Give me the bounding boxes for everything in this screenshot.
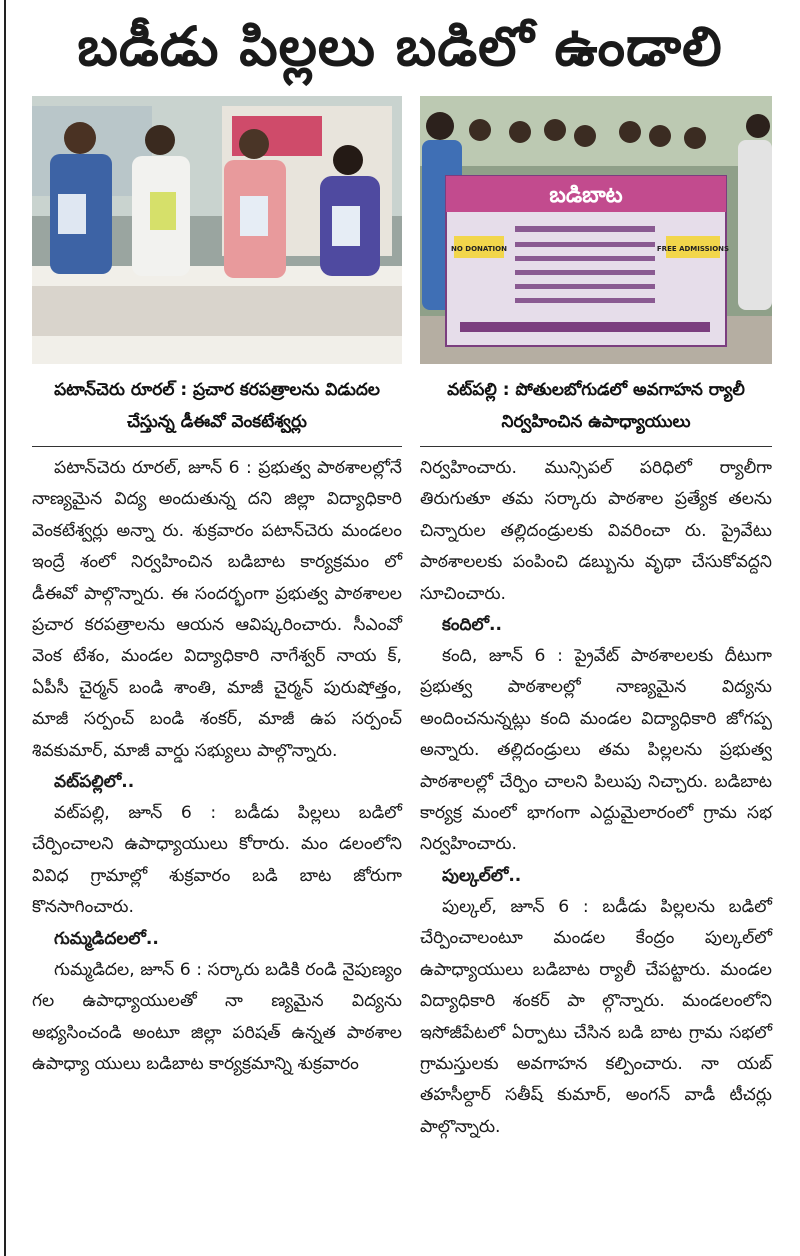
photo-left bbox=[32, 96, 402, 364]
caption-right-rule bbox=[420, 446, 772, 447]
caption-right: వట్‌పల్లి : పోతులబోగుడలో అవగాహన ర్యాలీ నిర్వహించిన ఉపాధ్యాయులు bbox=[447, 380, 745, 432]
article-paragraph: పటాన్‌చెరు రూరల్, జూన్ 6 : ప్రభుత్వ పాఠశాలల్లోనే నాణ్యమైన విద్య అందుతున్న దని జిల్లా విద్యాధికారి వెంకటేశ్వర్లు అన్నా రు. శుక్రవారం పటాన్‌చెరు మండలం ఇంద్రే శంలో నిర్వహించిన బడిబాట కార్యక్రమం లో డీఈవో పాల్గొన్నారు. ఈ సందర్భంగా ప్రభుత్వ పాఠశాలల ప్రచార కరపత్రాలను ఆయన ఆవిష్కరించారు. సీఎంవో వెంక టేశం, మండల విద్యాధికారి నాగేశ్వర్ నాయ క్, ఏపీసీ చైర్మన్ బండి శాంతి, మాజీ చైర్మన్ పురుషోత్తం, మాజీ సర్పంచ్ బండి శంకర్, మాజీ ఉప సర్పంచ్ శివకుమార్, మాజీ వార్డు సభ్యులు పాల్గొన్నారు. bbox=[32, 458, 402, 761]
left-column bbox=[32, 96, 402, 1080]
photo-left-image bbox=[32, 96, 402, 364]
article-paragraph: పుల్కల్, జూన్ 6 : బడీడు పిల్లలను బడిలో చేర్పించాలంటూ మండల కేంద్రం పుల్కల్‌లో ఉపాధ్యాయులు బడిబాట ర్యాలీ చేపట్టారు. మండల విద్యాధికారి శంకర్ పా ల్గొన్నారు. మండలంలోని ఇసోజీపేటలో ఏర్పాటు చేసిన బడి బాట గ్రామ సభలో గ్రామస్తులకు అవగాహన కల్పించారు. నా యబ్ తహసీల్దార్ సతీష్ కుమార్, అంగన్ వాడీ టీచర్లు పాల్గొన్నారు. bbox=[420, 896, 772, 1137]
banner-title: బడిబాట bbox=[549, 183, 623, 208]
caption-left-rule bbox=[32, 446, 402, 447]
caption-left: పటాన్‌చెరు రూరల్ : ప్రచార కరపత్రాలను విడుదల చేస్తున్న డీఈవో వెంకటేశ్వర్లు bbox=[54, 380, 380, 432]
article-paragraph: వట్‌పల్లి, జూన్ 6 : బడీడు పిల్లలు బడిలో చేర్పించాలని ఉపాధ్యాయులు కోరారు. మం డలంలోని వివిధ గ్రామాల్లో శుక్రవారం బడి బాట జోరుగా కొనసాగించారు. bbox=[32, 803, 402, 918]
article-paragraph: నిర్వహించారు. మున్సిపల్ పరిధిలో ర్యాలీగా తిరుగుతూ తమ సర్కారు పాఠశాల ప్రత్యేక తలను చిన్నారుల తల్లిదండ్రులకు వివరించా రు. ప్రైవేటు పాఠశాలలకు పంపించి డబ్బును వృథా చేసుకోవద్దని సూచించారు. bbox=[420, 458, 772, 604]
subhead-watpally: వట్‌పల్లిలో.. bbox=[54, 772, 135, 793]
banner-tag-left: NO DONATION bbox=[451, 245, 507, 253]
article-paragraph: కంది, జూన్ 6 : ప్రైవేట్ పాఠశాలలకు దీటుగా ప్రభుత్వ పాఠశాలల్లో నాణ్యమైన విద్యను అందించనున్నట్లు కంది మండల విద్యాధికారి జోగప్ప అన్నారు. తల్లిదండ్రులు తమ పిల్లలను ప్రభుత్వ పాఠశాలల్లో చేర్పిం చాలని పిలుపు నిచ్చారు. బడిబాట కార్యక్ర మంలో భాగంగా ఎద్దుమైలారంలో గ్రామ సభ నిర్వహించారు. bbox=[420, 646, 772, 855]
photo-right bbox=[420, 96, 772, 364]
right-column bbox=[420, 96, 772, 1143]
subhead-kandi: కందిలో.. bbox=[442, 615, 502, 636]
subhead-pulkal: పుల్కల్‌లో.. bbox=[442, 865, 522, 886]
article-paragraph: గుమ్మడిదల, జూన్ 6 : సర్కారు బడికి రండి నైపుణ్యం గల ఉపాధ్యాయులతో నా ణ్యమైన విద్యను అభ్యసించండి అంటూ జిల్లా పరిషత్ ఉన్నత పాఠశాల ఉపాధ్యా యులు బడిబాట కార్యక్రమాన్ని శుక్రవారం bbox=[32, 959, 402, 1074]
banner-tag-right: FREE ADMISSIONS bbox=[656, 245, 730, 253]
page-edge-rule bbox=[4, 0, 6, 1256]
subhead-gummadidala: గుమ్మడిదలలో.. bbox=[54, 928, 159, 949]
photo-right-image bbox=[420, 96, 772, 364]
headline: బడీడు పిల్లలు బడిలో ఉండాలి bbox=[77, 15, 723, 78]
